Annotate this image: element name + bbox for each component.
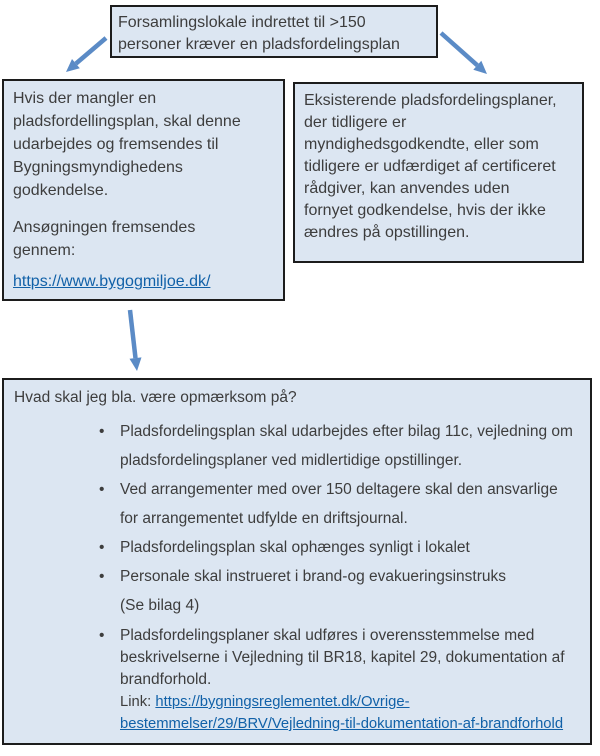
missing-plan-text: Hvis der mangler en pladsfordellingsplan, skal denne udarbejdes og fremsendes til Bygningsmyndighedens godkendelse.: [13, 90, 241, 200]
attention-item-ophaenges: [120, 533, 578, 562]
attention-box: [2, 378, 592, 745]
bygningsreglementet-link[interactable]: https://bygningsreglementet.dk/Ovrige-bestemmelser/29/BRV/Vejledning-til-dokumentation-af-brandforhold: [120, 694, 564, 732]
top-requirement-box: [110, 5, 438, 58]
attention-item-text: • Ved arrangementer med over 150 deltagere skal den ansvarlige for arrangementet udfylde en driftsjournal.: [120, 481, 558, 527]
attention-item-br18: [120, 625, 578, 735]
attention-heading: Hvad skal jeg bla. være opmærksom på?: [14, 389, 297, 406]
attention-item-note: (Se bilag 4): [120, 597, 200, 614]
arrow-left-to-bottom-icon: [130, 310, 142, 371]
top-requirement-text: Forsamlingslokale indrettet til >150 personer kræver en pladsfordelingsplan: [118, 14, 400, 53]
attention-list: [14, 417, 578, 735]
bygogmiljoe-link[interactable]: https://www.bygogmiljoe.dk/: [13, 273, 211, 291]
link-label: Link:: [120, 694, 152, 710]
attention-item-text: • Pladsfordelingsplan skal udarbejdes efter bilag 11c, vejledning om pladsfordelingsplaner ved midlertidige opstillinger.: [120, 423, 573, 469]
missing-plan-box: [2, 79, 285, 301]
existing-plan-text: Eksisterende pladsfordelingsplaner, der tidligere er myndighedsgodkendte, eller som tidligere er udfærdiget af certificeret rådgiver, kan anvendes uden fornyet godkendelse, hvis der ikke ændres på opstillingen.: [304, 92, 557, 242]
arrow-top-to-left-icon: [66, 38, 106, 72]
application-text: Ansøgningen fremsendes gennem:: [13, 219, 196, 260]
attention-item-link-line: [120, 691, 578, 735]
attention-item-plan-bilag11c: [120, 417, 578, 475]
application-link-line: [13, 270, 257, 293]
attention-item-driftsjournal: [120, 475, 578, 533]
existing-plan-box: [293, 82, 584, 263]
arrow-top-to-right-icon: [441, 33, 487, 74]
attention-item-text: • Pladsfordelingsplan skal ophænges synligt i lokalet: [120, 539, 470, 556]
attention-item-text: • Pladsfordelingsplaner skal udføres i overensstemmelse med beskrivelserne i Vejledning til BR18, kapitel 29, dokumentation af brandforhold.: [120, 627, 565, 688]
attention-item-text: • Personale skal instrueret i brand-og evakueringsinstruks: [120, 568, 506, 585]
attention-item-personale: [120, 562, 578, 620]
